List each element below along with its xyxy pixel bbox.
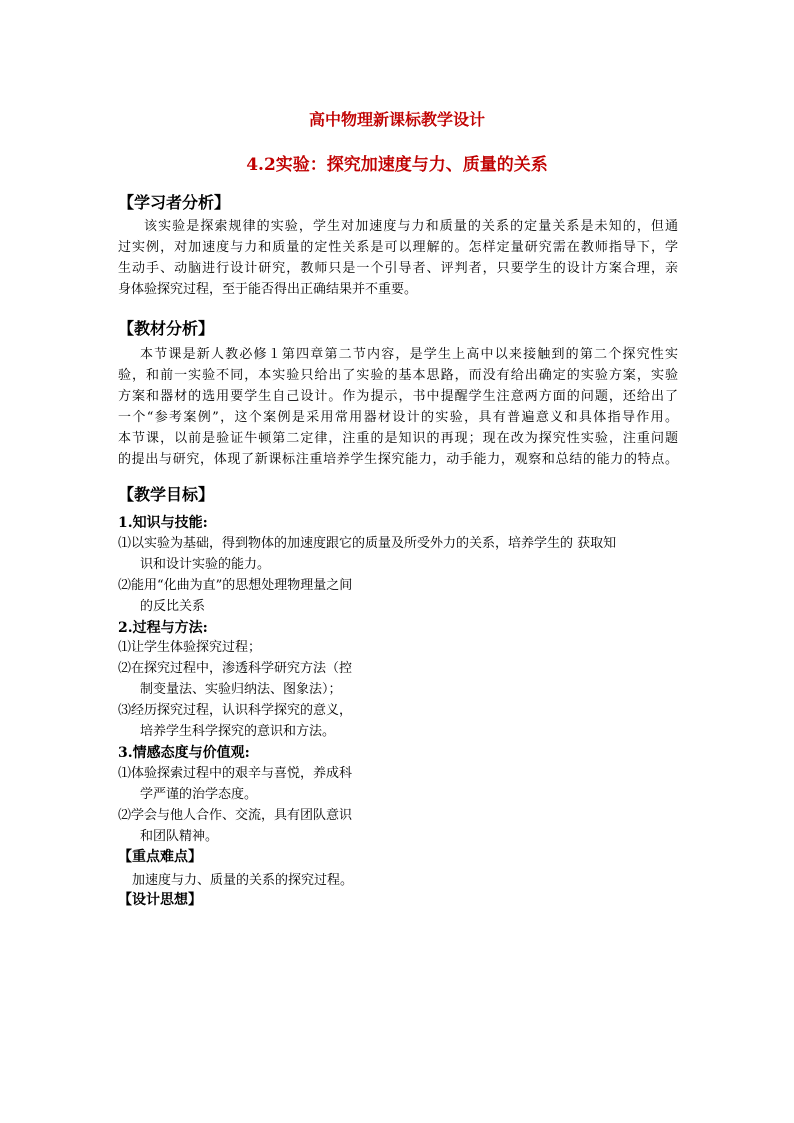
goal-item-line: ⑵在探究过程中，渗透科学研究方法（控 (118, 661, 353, 676)
goal-item (118, 805, 352, 847)
knowledge-skills-title: 1.知识与技能: (118, 515, 208, 531)
goal-item-line: ⑶经历探究过程，认识科学探究的意义， (118, 703, 353, 718)
textbook-analysis-paragraph (118, 344, 678, 470)
paragraph-line: 验，和前一实验不同，本实验只给出了实验的基本思路，而没有给出确定的实验方案，实验 (118, 368, 678, 383)
paragraph-line: 身体验探究过程，至于能否得出正确结果并不重要。 (118, 282, 418, 297)
paragraph-line: 本节课是新人教必修１第四章第二节内容，是学生上高中以来接触到的第二个探究性实 (140, 347, 678, 362)
goal-item (118, 637, 261, 658)
goal-item (118, 700, 352, 742)
goal-item-line: ⑴让学生体验探究过程； (118, 640, 262, 655)
paragraph-line: 本节课，以前是验证牛顿第二定律，注重的是知识的再现；现在改为探究性实验，注重问题 (118, 431, 678, 446)
emotion-values-title: 3.情感态度与价值观: (118, 745, 250, 761)
goal-item-line: ⑵能用“化曲为直”的思想处理物理量之间 (118, 578, 353, 593)
paragraph-line: 方案和器材的选用要学生自己设计。作为提示，书中提醒学生注意两方面的问题，还给出了 (118, 389, 678, 404)
document-title: 高中物理新课标教学设计 (308, 110, 485, 129)
goal-item-line: ⑵学会与他人合作、交流，具有团队意识 (118, 808, 353, 823)
learner-analysis-heading: 【学习者分析】 (118, 193, 231, 212)
paragraph-line: 一个“参考案例”，这个案例是采用常用器材设计的实验，具有普遍意义和具体指导作用。 (118, 410, 678, 425)
paragraph-line: 生动手、动脑进行设计研究，教师只是一个引导者、评判者，只要学生的设计方案合理，亲 (118, 261, 678, 276)
learner-analysis-paragraph (118, 216, 678, 300)
goal-item-line: ⑴以实验为基础，得到物体的加速度跟它的质量及所受外力的关系，培养学生的 获取知 (118, 536, 617, 551)
design-idea-heading: 【设计思想】 (118, 892, 202, 908)
textbook-analysis-heading: 【教材分析】 (118, 319, 215, 338)
paragraph-line: 过实例，对加速度与力和质量的定性关系是可以理解的。怎样定量研究需在教师指导下，学 (118, 240, 678, 255)
lesson-title: 4.2实验：探究加速度与力、质量的关系 (246, 155, 548, 175)
process-methods-title: 2.过程与方法: (118, 620, 208, 636)
goal-item-line: 制变量法、实验归纳法、图象法）； (140, 682, 342, 697)
goal-item (118, 575, 352, 617)
goal-item-line: 识和设计实验的能力。 (140, 557, 271, 572)
key-points-heading: 【重点难点】 (118, 849, 202, 865)
paragraph-line: 该实验是探索规律的实验，学生对加速度与力和质量的关系的定量关系是未知的，但通 (144, 219, 678, 234)
goal-item-line: 的反比关系 (140, 599, 206, 614)
goal-item-line: 培养学生科学探究的意识和方法。 (140, 724, 336, 739)
key-points-text: 加速度与力、质量的关系的探究过程。 (132, 873, 354, 888)
goal-item (118, 658, 352, 700)
goal-item (118, 533, 616, 575)
paragraph-line: 的提出与研究，体现了新课标注重培养学生探究能力，动手能力，观察和总结的能力的特点。 (118, 452, 678, 467)
goal-item-line: 学严谨的治学态度。 (140, 787, 258, 802)
goal-item-line: ⑴体验探索过程中的艰辛与喜悦，养成科 (118, 766, 353, 781)
teaching-goals-heading: 【教学目标】 (118, 485, 215, 504)
goal-item (118, 763, 352, 805)
goal-item-line: 和团队精神。 (140, 829, 219, 844)
